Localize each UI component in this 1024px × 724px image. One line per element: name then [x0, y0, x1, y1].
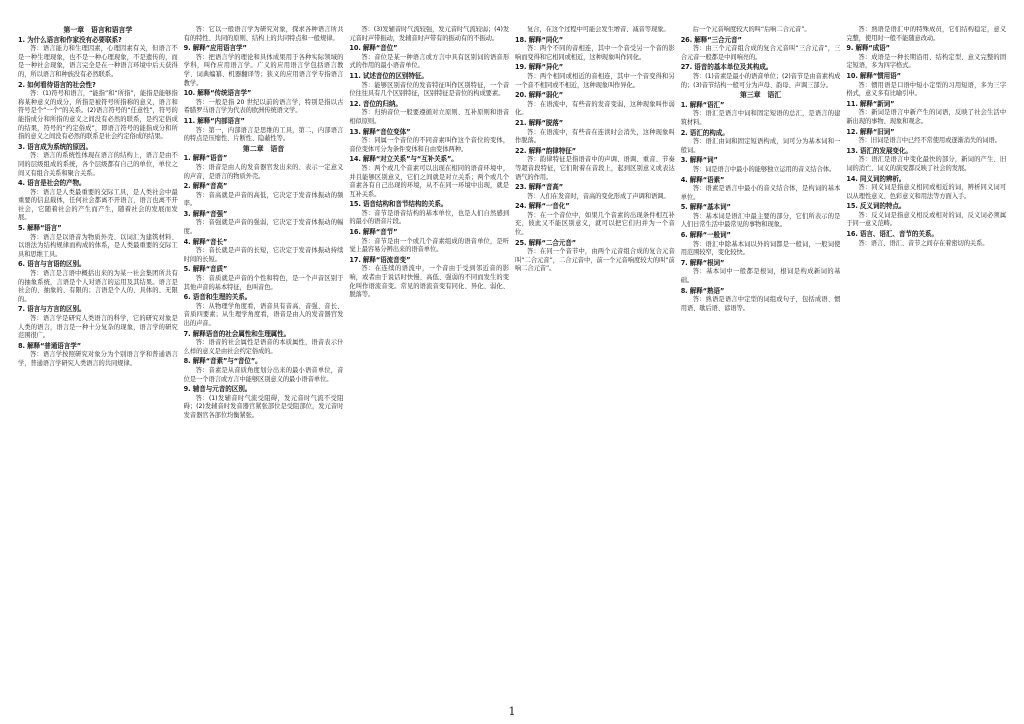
text-column: [18, 26, 178, 692]
answer-paragraph: 答：它以一般语言学为研究对象，探求各种语言所共有的特性、共同的原则、结构上的共同特点和一般规律。: [183, 26, 344, 42]
question-heading: 5. 解释“语言”: [18, 224, 62, 233]
answer-paragraph: 答：一般是指 20 世纪以前的语言学，特别是指以古希腊罗马语言学为代表的欧洲传统语文学。: [183, 98, 344, 115]
question-heading: 20. 解释“弱化”: [515, 91, 564, 100]
answer-paragraph: 答：反义词是指意义相反或相对的词，反义词必须属于同一意义范畴。: [846, 211, 1007, 228]
answer-paragraph: 答：新词是语言中新产生的词语，反映了社会生活中新出现的事物、现象和观念。: [846, 109, 1007, 125]
answer-paragraph: 答：熟语是语言中定型的词组或句子，包括成语、惯用语、歇后语、谚语等。: [680, 296, 841, 312]
text-columns: [18, 26, 1006, 692]
question-heading: 9. 辅音与元音的区别。: [183, 385, 252, 394]
question-heading: 4. 语言是社会的产物。: [18, 179, 86, 188]
question-heading: 6. 语音和生理的关系。: [183, 293, 252, 302]
question-heading: 2. 解释“音高”: [183, 182, 228, 191]
page-number: 1: [508, 705, 516, 718]
question-heading: 11. 解释“内部语言”: [183, 116, 245, 125]
answer-paragraph: 答：音位是某一种语言或方言中具有区别词的语音形式的作用的最小语音单位。: [349, 53, 510, 70]
question-heading: 15. 反义词的特点。: [846, 202, 906, 211]
chapter-title: 第一章 语言和语言学: [63, 26, 133, 34]
answer-paragraph: 答：在语流中，有些音的发音变弱，这种现象叫作弱化。: [515, 100, 675, 117]
question-heading: 16. 语言、语汇、音节的关系。: [846, 230, 938, 239]
question-heading: 27. 语音的基本单位及其构成。: [680, 63, 773, 72]
question-heading: 6. 语言与言语的区别。: [18, 260, 86, 269]
answer-paragraph: 答：熟语是语汇中的特殊成员，它们结构稳定，意义完整，使用时一般不能随意改动。: [846, 26, 1007, 42]
question-heading: 17. 解释“语流音变”: [349, 255, 411, 264]
question-heading: 19. 解释“异化”: [515, 63, 564, 72]
answer-paragraph: 答：语音是由人的发音器官发出来的、表示一定意义的声音，是语言的物质外壳。: [183, 163, 344, 180]
answer-paragraph: 答：音节是由一个或几个音素组成的语音单位，是听觉上最容易分辨出来的语音单位。: [349, 237, 510, 254]
question-heading: 10. 解释“音位”: [349, 44, 398, 53]
answer-paragraph: 答：音强就是声音的强弱，它决定于发音体振动的幅度。: [183, 219, 344, 236]
question-heading: 4. 解释“语素”: [680, 175, 725, 184]
answer-paragraph: 答：(1)符号和语言，“能指”和“所指”，能指是能够指称某种意义的成分，所指是被符号所指称的意义，语言和符号是个“一个”的关系。(2)语言符号的“任意性”，符号的能指成分和所指的意义之间没有必然的联系，是约定俗成的结果，符号的“约定俗成”，即语言符号的能指成分和所指的意义之间没有必然的联系是社会约定俗成的结果。: [18, 90, 178, 141]
answer-paragraph: 后一个元音响度较大的叫“后响二合元音”。: [692, 26, 811, 33]
answer-paragraph: 答：词是语言中最小的能够独立运用的音义结合体。: [692, 165, 836, 173]
answer-paragraph: 答：归纳音位一般要遵循对立原则、互补原则和语音相似原则。: [349, 109, 510, 125]
text-column: [846, 26, 1006, 692]
question-heading: 3. 解释“词”: [680, 156, 718, 165]
question-heading: 5. 解释“基本词”: [680, 203, 731, 212]
question-heading: 9. 解释“成语”: [846, 44, 890, 53]
answer-paragraph: 答：同属一个音位的不同音素叫作这个音位的变体，音位变体可分为条件变体和自由变体两种。: [349, 137, 510, 153]
answer-paragraph: 答：在语流中，有些音在连读时会消失，这种现象叫作脱落。: [515, 128, 675, 145]
question-heading: 10. 解释“传统语言学”: [183, 89, 252, 98]
question-heading: 15. 语音结构和音节结构的关系。: [349, 200, 448, 209]
question-heading: 18. 解释“同化”: [515, 35, 564, 44]
question-heading: 8. 解释“音素”与“音位”。: [183, 357, 262, 366]
answer-paragraph: 答：把语言学的理论和具体成果用于各种实际领域的学科，叫作应用语言学。广义的应用语言学包括语言教学、词典编纂、机器翻译等；狭义的应用语言学专指语言教学。: [183, 53, 344, 87]
text-column: [184, 26, 344, 692]
question-heading: 21. 解释“脱落”: [515, 118, 564, 127]
chapter-title: 第三章 语汇: [739, 91, 782, 100]
answer-paragraph: 答：音节是语音结构的基本单位，也是人们自然感到的最小的语音片段。: [349, 209, 510, 226]
answer-paragraph: 答：语言是言语中概括出来的为某一社会集团所共有的抽象系统，言语是个人对语言的运用及其结果。语言是社会的、抽象的、有限的；言语是个人的、具体的、无限的。: [18, 270, 178, 303]
question-heading: 23. 解释“音高”: [515, 183, 564, 192]
answer-paragraph: 答：旧词是语言中已经不常使用或逐渐消失的词语。: [858, 137, 1001, 145]
answer-paragraph: 答：在同一个音节中，由两个元音组合成的复合元音叫“二合元音”，二合元音中，前一个元音响度较大的叫“前响二合元音”。: [515, 248, 675, 273]
question-heading: 7. 语言与方言的区别。: [18, 305, 86, 314]
answer-paragraph: 答：能够区别音位的发音特征叫作区别特征，一个音位往往具有几个区别特征，区别特征是音位的构成要素。: [349, 81, 510, 98]
answer-paragraph: 答：人们在发音时，音高的变化形成了声调和语调。: [527, 192, 670, 200]
answer-paragraph: 答：第一，内部语言是思维的工具，第二，内部语言的特点是压缩性、片断性、隐蔽性等。: [183, 126, 344, 143]
answer-paragraph: 答：音素是从音质角度划分出来的最小语音单位，音位是一个语言或方言中能够区别意义的最小语音单位。: [183, 366, 344, 383]
question-heading: 8. 解释“普通语言学”: [18, 341, 82, 350]
question-heading: 4. 解释“音长”: [183, 237, 228, 246]
answer-paragraph: 答：音长就是声音的长短，它决定于发音体振动持续时间的长短。: [183, 247, 344, 263]
answer-paragraph: 答：语言、语汇、音节之间存在着密切的关系。: [858, 239, 989, 247]
answer-paragraph: 答：在连续的语流中，一个音由于受到邻近音的影响，或者由于说话时快慢、高低、强弱的不同而发生的变化叫作语流音变。常见的语流音变有同化、异化、弱化、脱落等。: [349, 265, 510, 299]
question-heading: 7. 解释“根词”: [680, 258, 725, 267]
question-heading: 1. 解释“语音”: [183, 154, 228, 163]
answer-paragraph: 复合，在这个过程中可能会发生增音、减音等现象。: [527, 26, 670, 33]
question-heading: 10. 解释“惯用语”: [846, 71, 901, 80]
answer-paragraph: 答：(1)音素是最小的语音单位；(2)音节是由音素构成的；(3)音节结构一般可分为声母、韵母、声调三部分。: [680, 72, 841, 89]
text-column: [349, 26, 509, 692]
answer-paragraph: 答：语言学按照研究对象分为个别语言学和普通语言学，普通语言学研究人类语言的共同规律。: [18, 351, 178, 367]
answer-paragraph: 答：惯用语是口语中短小定型的习用短语，多为三字格式，意义多有比喻引申。: [846, 81, 1007, 98]
question-heading: 9. 解释“应用语言学”: [183, 44, 247, 53]
answer-paragraph: 答：两个不同的音相连，其中一个音受另一个音的影响而变得和它相同或相近，这种现象叫作同化。: [515, 45, 675, 61]
answer-paragraph: 答：基本词中一般都是根词，根词是构成新词的基础。: [680, 268, 841, 285]
question-heading: 6. 解释“一般词”: [680, 231, 731, 240]
question-heading: 1. 为什么语言和作家没有必要联系?: [18, 35, 122, 44]
answer-paragraph: 答：(1)发辅音时气流受阻碍，发元音时气流不受阻碍；(2)发辅音时发音器官紧张部位是受阻部位，发元音时发音器官各部位均衡紧张。: [183, 394, 344, 419]
question-heading: 26. 解释“三合元音”: [680, 35, 742, 44]
answer-paragraph: 答：语言是以语音为物质外壳、以词汇为建筑材料、以语法为结构规律而构成的体系，是人类最重要的交际工具和思维工具。: [18, 233, 178, 258]
question-heading: 5. 解释“音质”: [183, 265, 228, 274]
answer-paragraph: 答：语言能力和生理因素，心理因素有关，但语言不是一种生理现象，也不是一种心理现象，不是遗传的，而是一种社会现象，语言完全是在一种语言环境中后天获得的，所以语言和种族没有必然联系。: [18, 45, 178, 78]
question-heading: 11. 试述音位的区别特征。: [349, 71, 428, 80]
text-column: [681, 26, 841, 692]
answer-paragraph: 答：语言是人类最重要的交际工具，是人类社会中最重要的信息载体，任何社会都离不开语言，语言也离不开社会，它随着社会的产生而产生，随着社会的发展而发展。: [18, 188, 178, 222]
answer-paragraph: 答：语素是语言中最小的音义结合体，是构词的基本单位。: [680, 185, 841, 201]
answer-paragraph: 答：语汇是语言中词和固定短语的总汇，是语言的建筑材料。: [680, 110, 841, 126]
question-heading: 2. 如何看待语言的社会性?: [18, 80, 96, 89]
question-heading: 12. 解释“旧词”: [846, 127, 895, 136]
answer-paragraph: 答：在一个音位中，如果几个音素的出现条件相互补充，彼此又不能区别意义，就可以把它们归并为一个音位。: [515, 211, 675, 237]
question-heading: 1. 解释“语汇”: [680, 100, 725, 109]
question-heading: 12. 音位的归纳。: [349, 99, 402, 108]
question-heading: 7. 解释语音的社会属性和生理属性。: [183, 329, 291, 338]
text-column: [515, 26, 675, 692]
answer-paragraph: 答：韵律特征是指语音中的声调、语调、重音、节奏等超音段特征，它们附着在音段上，起到区别意义或表达语气的作用。: [515, 156, 675, 181]
question-heading: 24. 解释“一音化”: [515, 202, 570, 211]
answer-paragraph: 答：从物理学角度看，语音具有音高、音强、音长、音质四要素；从生理学角度看，语音是由人的发音器官发出的声音。: [183, 302, 344, 327]
answer-paragraph: 答：语音的社会属性是语音的本质属性，语音表示什么样的意义是由社会约定俗成的。: [183, 339, 344, 355]
answer-paragraph: 答：语言的系统性体现在语言的结构上，语言是由不同的层级组成的系统，各个层级都有自己的单位，单位之间又有组合关系和聚合关系。: [18, 152, 178, 177]
question-heading: 22. 解释“韵律特征”: [515, 146, 577, 155]
answer-paragraph: 答：基本词是语汇中最主要的部分，它们所表示的是人们日常生活中最常见的事物和现象。: [680, 212, 841, 229]
answer-paragraph: 答：成语是一种长期沿用、结构定型、意义完整的固定短语，多为四字格式。: [846, 53, 1007, 70]
question-heading: 13. 解释“音位变体”: [349, 127, 411, 136]
question-heading: 14. 同义词的辨析。: [846, 174, 906, 183]
answer-paragraph: 答：由三个元音组合成的复合元音叫“三合元音”，三合元音一般都是中间响亮的。: [680, 45, 841, 61]
question-heading: 3. 语言成为系统的原因。: [18, 142, 93, 151]
answer-paragraph: 答：两个相同或相近的音相连，其中一个音变得和另一个音不相同或不相近，这种现象叫作异化。: [515, 72, 675, 89]
question-heading: 8. 解释“熟语”: [680, 286, 725, 295]
question-heading: 3. 解释“音强”: [183, 209, 228, 218]
answer-paragraph: 答：语汇中除基本词以外的词都是一般词，一般词使用范围较窄，变化较快。: [680, 240, 841, 257]
answer-paragraph: 答：同义词是指意义相同或相近的词，辨析同义词可以从理性意义、色彩意义和用法等方面入手。: [846, 184, 1007, 200]
question-heading: 14. 解释“对立关系”与“互补关系”。: [349, 155, 458, 164]
answer-paragraph: 答：语汇是语言中变化最快的部分，新词的产生、旧词的消亡、词义的演变都反映了社会的发展。: [846, 156, 1007, 172]
question-heading: 25. 解释“二合元音”: [515, 238, 577, 247]
answer-paragraph: 答：音高就是声音的高低，它决定于发音体振动的频率。: [183, 191, 344, 208]
answer-paragraph: 答：(3)发辅音时气流较强，发元音时气流较弱；(4)发元音时声带振动，发辅音时声带有的振动有的不振动。: [349, 26, 510, 42]
answer-paragraph: 答：两个或几个音素可以出现在相同的语音环境中，并且能够区别意义，它们之间就是对立关系；两个或几个音素各有自己出现的环境，从不在同一环境中出现，就是互补关系。: [349, 164, 510, 198]
chapter-title: 第二章 语音: [242, 144, 285, 153]
question-heading: 11. 解释“新词”: [846, 99, 895, 108]
question-heading: 16. 解释“音节”: [349, 228, 398, 237]
answer-paragraph: 答：语汇由词和固定短语构成，词可分为基本词和一般词。: [680, 138, 841, 154]
answer-paragraph: 答：音质就是声音的个性和特色，是一个声音区别于其他声音的基本特征，也叫音色。: [183, 275, 344, 291]
question-heading: 2. 语汇的构成。: [680, 128, 729, 137]
question-heading: 13. 语汇的发展变化。: [846, 146, 912, 155]
answer-paragraph: 答：语言学是研究人类语言的科学，它的研究对象是人类的语言，语言是一种十分复杂的现象，语言学的研究范围很广。: [18, 315, 178, 340]
